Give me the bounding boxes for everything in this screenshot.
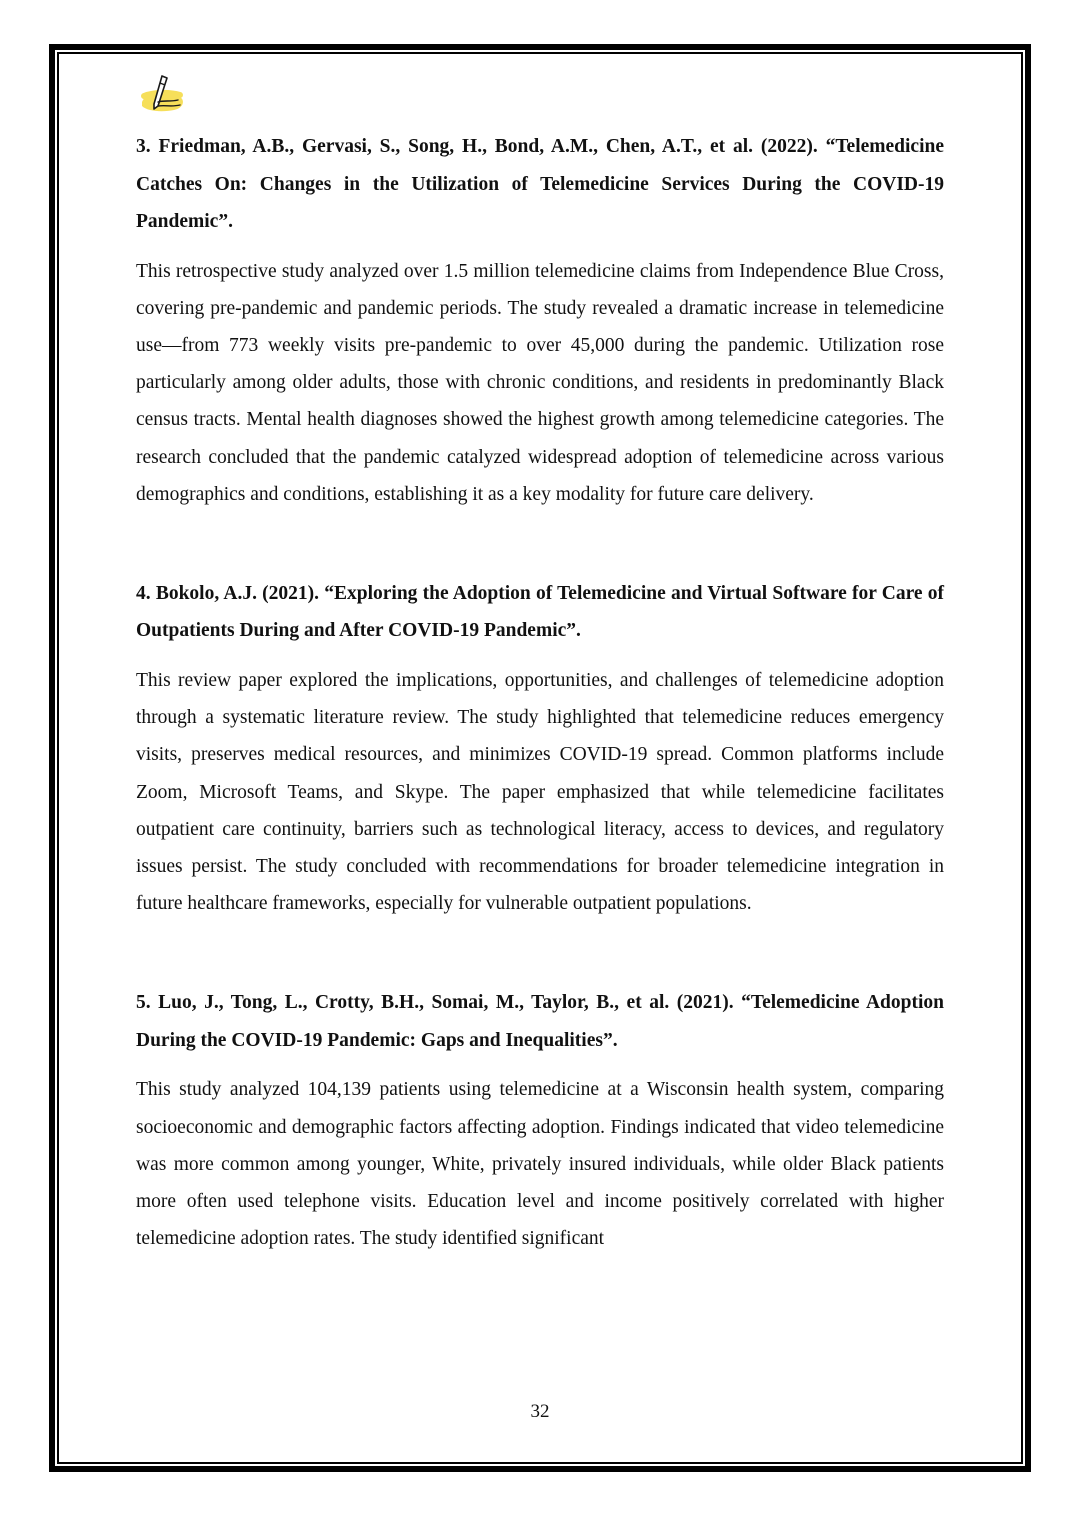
page-number: 32 xyxy=(530,1401,550,1422)
reference-5-title: 5. Luo, J., Tong, L., Crotty, B.H., Somai, M., Taylor, B., et al. (2021). “Telemedicine Adoption During the COVID-19 Pandemic: Gaps and Inequalities”. xyxy=(136,992,944,1051)
reference-4-summary: This review paper explored the implications, opportunities, and challenges of telemedicine adoption through a systematic literature review. The study highlighted that telemedicine reduces emergency visits, preserves medical resources, and minimizes COVID-19 spread. Common platforms include Zoom, Microsoft Teams, and Skype. The paper emphasized that while telemedicine facilitates outpatient care continuity, barriers such as technological literacy, access to devices, and regulatory issues persist. The study concluded with recommendations for broader telemedicine integration in future healthcare frameworks, especially for vulnerable outpatient populations. xyxy=(136,669,944,915)
pen-writing-icon xyxy=(136,72,190,116)
references-section xyxy=(136,128,944,1257)
reference-3-title: 3. Friedman, A.B., Gervasi, S., Song, H., Bond, A.M., Chen, A.T., et al. (2022). “Telemedicine Catches On: Changes in the Utilization of Telemedicine Services During the COVID-19 Pandemic”. xyxy=(136,136,944,232)
reference-3-summary: This retrospective study analyzed over 1.5 million telemedicine claims from Independence Blue Cross, covering pre-pandemic and pandemic periods. The study revealed a dramatic increase in telemedicine use—from 773 weekly visits pre-pandemic to over 45,000 during the pandemic. Utilization rose particularly among older adults, those with chronic conditions, and residents in predominantly Black census tracts. Mental health diagnoses showed the highest growth among telemedicine categories. The research concluded that the pandemic catalyzed widespread adoption of telemedicine across various demographics and conditions, establishing it as a key modality for future care delivery. xyxy=(136,260,944,505)
reference-5-summary: This study analyzed 104,139 patients using telemedicine at a Wisconsin health system, comparing socioeconomic and demographic factors affecting adoption. Findings indicated that video telemedicine was more common among younger, White, privately insured individuals, while older Black patients more often used telephone visits. Education level and income positively correlated with higher telemedicine adoption rates. The study identified significant xyxy=(136,1079,944,1250)
reference-4-title: 4. Bokolo, A.J. (2021). “Exploring the Adoption of Telemedicine and Virtual Software for Care of Outpatients During and After COVID-19 Pandemic”. xyxy=(136,582,944,642)
